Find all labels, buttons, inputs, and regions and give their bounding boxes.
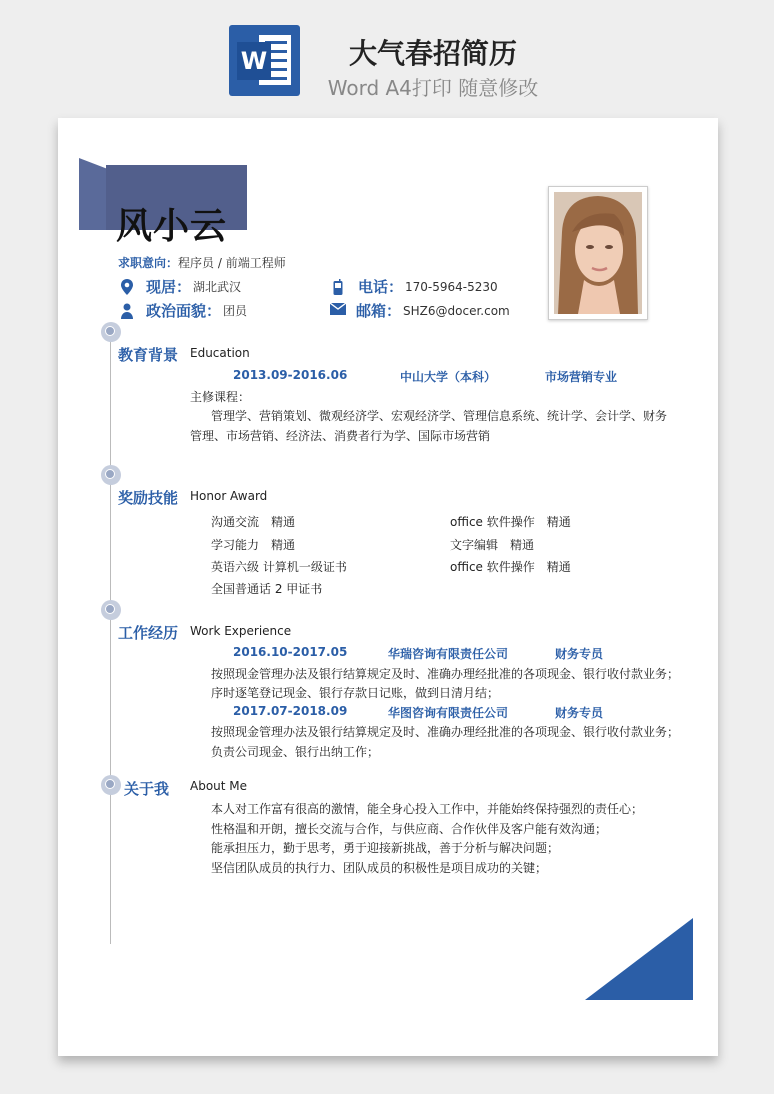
word-app-icon: [229, 25, 300, 96]
candidate-name: 风小云: [116, 206, 228, 247]
section-title-work: 工作经历: [118, 624, 179, 642]
profile-photo: [554, 192, 642, 314]
page-header: [0, 0, 774, 112]
location-value: 湖北武汉: [193, 280, 242, 294]
politics-value: 团员: [223, 304, 248, 318]
politics-row: [120, 300, 247, 321]
phone-row: [332, 276, 498, 297]
job-position: 财务专员: [555, 647, 604, 661]
skill-item: 全国普通话 2 甲证书: [211, 582, 323, 596]
about-line: 坚信团队成员的执行力、团队成员的积极性是项目成功的关键；: [211, 861, 548, 875]
job-duty: 按照现金管理办法及银行结算规定及时、准确办理经批准的各项现金、银行收付款业务；: [211, 667, 680, 681]
edu-major: 市场营销专业: [545, 370, 618, 384]
skill-item: 学习能力 精通: [211, 538, 296, 552]
section-title-about: 关于我: [124, 780, 170, 798]
section-title-en-skills: Honor Award: [190, 489, 268, 503]
phone-value: 170-5964-5230: [405, 279, 498, 294]
location-label: 现居：: [146, 278, 192, 296]
skill-item: 英语六级 计算机一级证书: [211, 560, 347, 574]
resume-page: [58, 118, 718, 1056]
location-icon: [120, 279, 136, 295]
job-company: 华图咨询有限责任公司: [388, 706, 509, 720]
timeline-line: [110, 336, 111, 944]
politics-label: 政治面貌：: [146, 302, 222, 320]
profile-photo-frame: [548, 186, 648, 320]
job-period: 2016.10-2017.05: [233, 645, 348, 659]
mail-icon: [330, 303, 346, 319]
header-title: 大气春招简历: [348, 37, 517, 70]
section-title-en-about: About Me: [190, 779, 248, 793]
job-duty: 按照现金管理办法及银行结算规定及时、准确办理经批准的各项现金、银行收付款业务；: [211, 725, 680, 739]
timeline-node-about: [101, 775, 121, 795]
timeline-node-education: [101, 322, 121, 342]
edu-courses-line1: 管理学、营销策划、微观经济学、宏观经济学、管理信息系统、统计学、会计学、财务: [211, 409, 668, 423]
phone-label: 电话：: [358, 278, 404, 296]
location-row: [120, 276, 241, 297]
job-position: 财务专员: [555, 706, 604, 720]
section-title-education: 教育背景: [118, 346, 179, 364]
skill-item: office 软件操作 精通: [450, 560, 571, 574]
job-company: 华瑞咨询有限责任公司: [388, 647, 509, 661]
section-title-skills: 奖励技能: [118, 489, 179, 507]
section-title-en-work: Work Experience: [190, 624, 292, 638]
job-duty: 负责公司现金、银行出纳工作；: [211, 745, 380, 759]
job-value: 程序员 / 前端工程师: [178, 256, 286, 270]
person-icon: [120, 303, 136, 319]
edu-courses-label: 主修课程：: [190, 390, 251, 404]
about-line: 性格温和开朗，擅长交流与合作，与供应商、合作伙伴及客户能有效沟通；: [211, 822, 608, 836]
email-row: [330, 300, 510, 321]
edu-school: 中山大学（本科）: [400, 370, 497, 384]
email-value: SHZ6@docer.com: [403, 303, 510, 318]
about-line: 能承担压力，勤于思考，勇于迎接新挑战，善于分析与解决问题；: [211, 841, 560, 855]
ribbon-fold: [79, 158, 109, 230]
header-subtitle: Word A4打印 随意修改: [327, 76, 539, 100]
timeline-node-skills: [101, 465, 121, 485]
section-title-en-education: Education: [190, 346, 250, 360]
email-label: 邮箱：: [356, 302, 402, 320]
word-letter: W: [237, 42, 271, 80]
job-duty: 序时逐笔登记现金、银行存款日记账，做到日清月结；: [211, 686, 500, 700]
skill-item: 文字编辑 精通: [450, 538, 535, 552]
skill-item: 沟通交流 精通: [211, 515, 296, 529]
job-period: 2017.07-2018.09: [233, 704, 348, 718]
timeline-node-work: [101, 600, 121, 620]
phone-icon: [332, 279, 348, 295]
edu-courses-line2: 管理、市场营销、经济法、消费者行为学、国际市场营销: [190, 429, 491, 443]
job-label: 求职意向：: [118, 256, 179, 270]
edu-period: 2013.09-2016.06: [233, 368, 348, 382]
corner-triangle: [585, 918, 693, 1000]
about-line: 本人对工作富有很高的激情，能全身心投入工作中，并能始终保持强烈的责任心；: [211, 802, 644, 816]
skill-item: office 软件操作 精通: [450, 515, 571, 529]
job-intention: [118, 254, 286, 271]
